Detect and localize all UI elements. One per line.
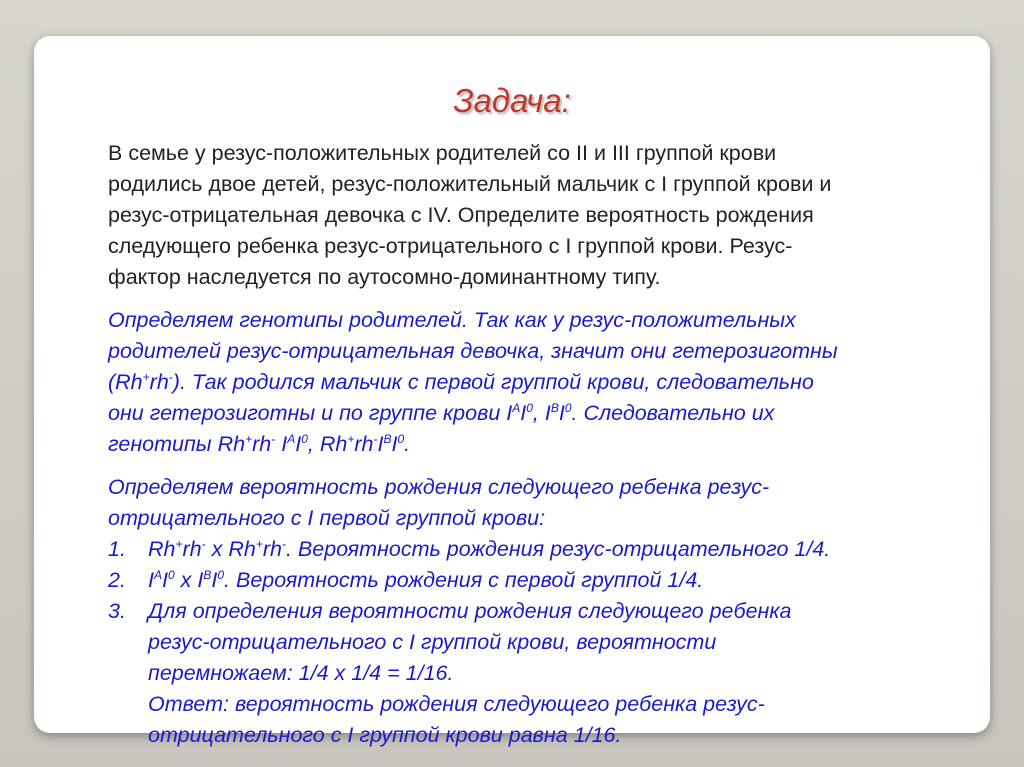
text: они гетерозиготны и по группе крови I	[108, 401, 513, 425]
slide-title: Задача:	[453, 82, 571, 119]
superscript: 0	[526, 401, 533, 415]
answer-text: отрицательного с I группой крови равна 1/16.	[148, 723, 622, 747]
text: . Следовательно их	[571, 401, 775, 425]
text: ). Так родился мальчик с первой группой крови, следовательно	[172, 370, 814, 394]
text: I	[275, 432, 288, 456]
task-line: фактор наследуется по аутосомно-доминантному типу.	[108, 265, 661, 289]
superscript: +	[175, 537, 183, 551]
task-line: следующего ребенка резус-отрицательного с I группой крови. Резус-	[108, 234, 793, 258]
text: I	[211, 568, 218, 592]
superscript: -	[168, 370, 173, 384]
item-number: 2.	[108, 568, 126, 592]
item-text	[148, 534, 988, 565]
text: (Rh	[108, 370, 143, 394]
text: I	[558, 401, 565, 425]
superscript: A	[153, 568, 162, 582]
answer-text: Ответ: вероятность рождения следующего ребенка резус-	[148, 692, 765, 716]
task-line: родились двое детей, резус-положительный мальчик с I группой крови и	[108, 172, 832, 196]
superscript: A	[512, 401, 521, 415]
text: I	[377, 432, 384, 456]
superscript: +	[255, 537, 263, 551]
solution-line	[108, 401, 774, 425]
item-text	[148, 596, 988, 751]
text: rh	[354, 432, 374, 456]
superscript: -	[373, 432, 378, 446]
solution-probability	[108, 472, 988, 751]
task-statement	[108, 138, 988, 293]
text: I	[148, 568, 154, 592]
text: x Rh	[205, 537, 256, 561]
solution-genotypes	[108, 305, 988, 460]
superscript: -	[281, 537, 286, 551]
solution-line: родителей резус-отрицательная девочка, значит они гетерозиготны	[108, 339, 838, 363]
superscript: 0	[301, 432, 308, 446]
text: генотипы Rh	[108, 432, 246, 456]
slide-content	[108, 138, 988, 763]
item-number: 3.	[108, 599, 126, 623]
text: I	[162, 568, 168, 592]
list-item	[108, 565, 988, 596]
superscript: +	[347, 432, 355, 446]
superscript: +	[142, 370, 150, 384]
text: rh	[252, 432, 272, 456]
list-item	[108, 534, 988, 565]
superscript: 0	[217, 568, 225, 582]
solution-line: Определяем вероятность рождения следующего ребенка резус-	[108, 475, 770, 499]
solution-line	[108, 432, 410, 456]
text: Для определения вероятности рождения следующего ребенка	[148, 599, 792, 623]
text: I	[520, 401, 527, 425]
text: . Вероятность рождения резус-отрицательного 1/4.	[285, 537, 831, 561]
text: перемножаем: 1/4 x 1/4 = 1/16.	[148, 661, 454, 685]
solution-line	[108, 370, 814, 394]
task-line: резус-отрицательная девочка с IV. Определите вероятность рождения	[108, 203, 814, 227]
item-text	[148, 565, 988, 596]
item-number: 1.	[108, 537, 126, 561]
text: rh	[149, 370, 169, 394]
slide	[34, 36, 990, 747]
superscript: B	[383, 432, 392, 446]
text: . Вероятность рождения с первой группой 1/4.	[224, 568, 704, 592]
text: x I	[174, 568, 204, 592]
superscript: 0	[397, 432, 405, 446]
text: Rh	[148, 537, 176, 561]
superscript: 0	[564, 401, 572, 415]
text: , Rh	[307, 432, 348, 456]
superscript: -	[271, 432, 276, 446]
superscript: +	[245, 432, 253, 446]
text: резус-отрицательного с I группой крови, вероятности	[148, 630, 717, 654]
text: .	[404, 432, 411, 456]
text: I	[295, 432, 302, 456]
superscript: A	[287, 432, 296, 446]
steps-list	[108, 534, 988, 751]
superscript: -	[201, 537, 206, 551]
text: , I	[532, 401, 551, 425]
solution-line: Определяем генотипы родителей. Так как у резус-положительных	[108, 308, 796, 332]
text: rh	[262, 537, 282, 561]
list-item	[108, 596, 988, 751]
superscript: 0	[167, 568, 175, 582]
superscript: B	[203, 568, 212, 582]
solution-line: отрицательного с I первой группой крови:	[108, 506, 546, 530]
text: I	[391, 432, 398, 456]
text: rh	[182, 537, 202, 561]
superscript: B	[550, 401, 559, 415]
task-line: В семье у резус-положительных родителей со II и III группой крови	[108, 141, 777, 165]
